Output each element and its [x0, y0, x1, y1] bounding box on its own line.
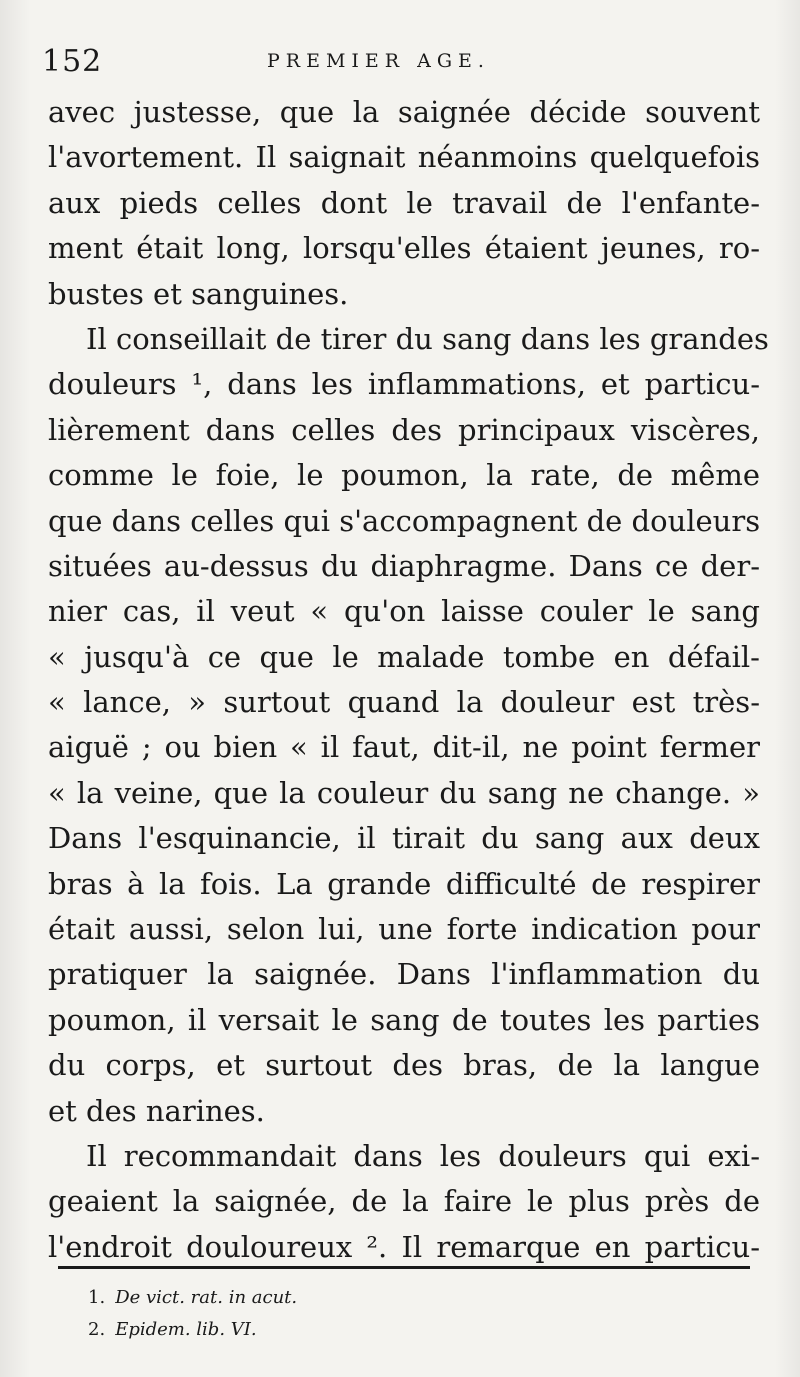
text-line: que dans celles qui s'accompagnent de douleurs [48, 503, 761, 538]
text-line: Il conseillait de tirer du sang dans les grandes [86, 321, 769, 356]
text-line: aux pieds celles dont le travail de l'enfante- [48, 185, 760, 220]
text-line: pratiquer la saignée. Dans l'inflammation du [48, 957, 760, 992]
text-line: bustes et sanguines. [48, 276, 349, 311]
footnote-number: 2. [88, 1319, 106, 1340]
footnote [88, 1314, 748, 1346]
text-line: « lance, » surtout quand la douleur est très- [48, 685, 760, 720]
text-line: Il recommandait dans les douleurs qui exi- [86, 1138, 760, 1173]
page-number: 152 [42, 44, 103, 79]
footnote-rule [58, 1266, 750, 1269]
text-line: aiguë ; ou bien « il faut, dit-il, ne point fermer [48, 730, 760, 765]
text-line: comme le foie, le poumon, la rate, de même [48, 458, 760, 493]
text-line: l'avortement. Il saignait néanmoins quelquefois [48, 140, 760, 175]
text-line: « la veine, que la couleur du sang ne change. » [48, 775, 760, 810]
page-header [42, 40, 752, 80]
text-line: situées au-dessus du diaphragme. Dans ce der- [48, 548, 760, 583]
text-line: était aussi, selon lui, une forte indication pour [48, 912, 760, 947]
footnote [88, 1282, 748, 1314]
text-line: du corps, et surtout des bras, de la langue [48, 1048, 760, 1083]
text-line: nier cas, il veut « qu'on laisse couler le sang [48, 594, 760, 629]
text-line: lièrement dans celles des principaux viscères, [48, 412, 760, 447]
footnotes [88, 1282, 748, 1346]
body-text [48, 90, 769, 1270]
running-head: PREMIER AGE. [267, 50, 490, 72]
text-line: l'endroit douloureux ². Il remarque en particu- [48, 1229, 760, 1264]
footnote-text: De vict. rat. in acut. [115, 1287, 298, 1308]
footnote-text: Epidem. lib. VI. [115, 1319, 257, 1340]
text-line: poumon, il versait le sang de toutes les parties [48, 1002, 760, 1037]
text-line: douleurs ¹, dans les inflammations, et particu- [48, 367, 760, 402]
text-line: geaient la saignée, de la faire le plus près de [48, 1184, 760, 1219]
text-line: bras à la fois. La grande difficulté de respirer [48, 866, 760, 901]
footnote-number: 1. [88, 1287, 106, 1308]
text-line: avec justesse, que la saignée décide souvent [48, 95, 760, 129]
text-line: et des narines. [48, 1093, 265, 1128]
text-line: « jusqu'à ce que le malade tombe en défail- [48, 639, 760, 674]
text-line: Dans l'esquinancie, il tirait du sang aux deux [48, 821, 760, 856]
text-line: ment était long, lorsqu'elles étaient jeunes, ro- [48, 231, 760, 266]
